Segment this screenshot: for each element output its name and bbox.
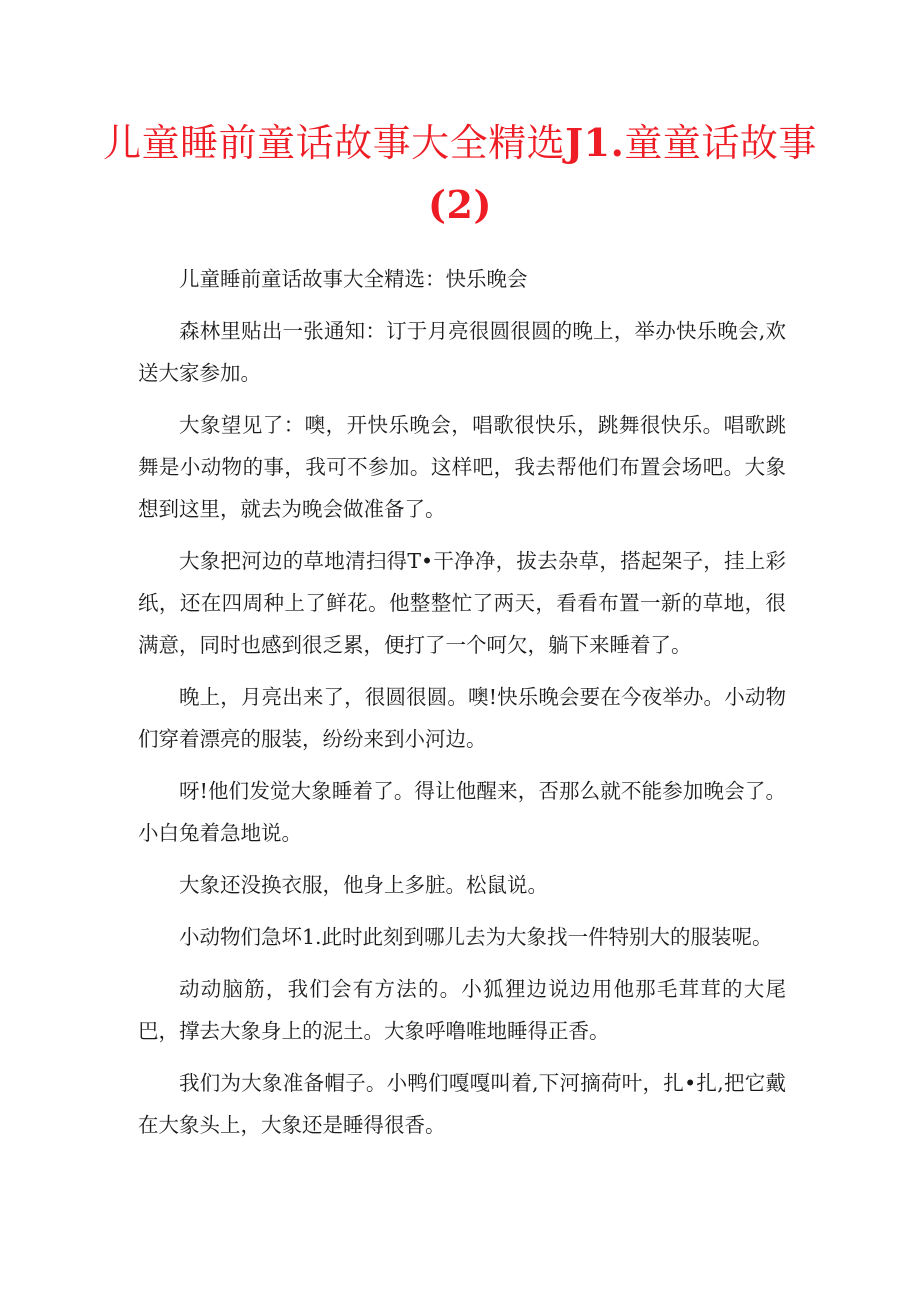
title-part-3: 童童话故事 [624,121,817,165]
paragraph: 动动脑筋，我们会有方法的。小狐狸边说边用他那毛茸茸的大尾巴，撑去大象身上的泥土。大象呼噜唯地睡得正香。 [138,977,786,1043]
title-part-2: J1. [565,120,625,165]
title-part-1: 儿童睡前童话故事大全精选 [103,121,566,165]
paragraph: 儿童睡前童话故事大全精选：快乐晚会 [179,267,528,291]
document-body [138,258,786,1156]
paragraph: 大象把河边的草地清扫得T•干净净，拔去杂草，搭起架子，挂上彩纸，还在四周种上了鲜花。他整整忙了两天，看看布置一新的草地，很满意，同时也感到很乏累，便打了一个呵欠，躺下来睡着了。 [138,549,786,657]
title-line-2: (2) [428,182,492,227]
paragraph: 小动物们急坏1.此时此刻到哪儿去为大象找一件特别大的服装呢。 [179,925,773,949]
paragraph: 呀!他们发觉大象睡着了。得让他醒来，否那么就不能参加晚会了。小白兔着急地说。 [138,779,786,845]
paragraph: 大象还没换衣服，他身上多脏。松鼠说。 [179,873,548,897]
paragraph: 我们为大象准备帽子。小鸭们嘎嘎叫着,下河摘荷叶，扎•扎,把它戴在大象头上，大象还是睡得很香。 [138,1071,786,1137]
paragraph: 森林里贴出一张通知：订于月亮很圆很圆的晚上，举办快乐晚会,欢送大家参加。 [138,319,786,385]
paragraph: 大象望见了：噢，开快乐晚会，唱歌很快乐，跳舞很快乐。唱歌跳舞是小动物的事，我可不参加。这样吧，我去帮他们布置会场吧。大象想到这里，就去为晚会做准备了。 [138,413,786,521]
paragraph: 晚上，月亮出来了，很圆很圆。噢!快乐晚会要在今夜举办。小动物们穿着漂亮的服装，纷纷来到小河边。 [138,685,786,751]
document-title [90,112,830,236]
